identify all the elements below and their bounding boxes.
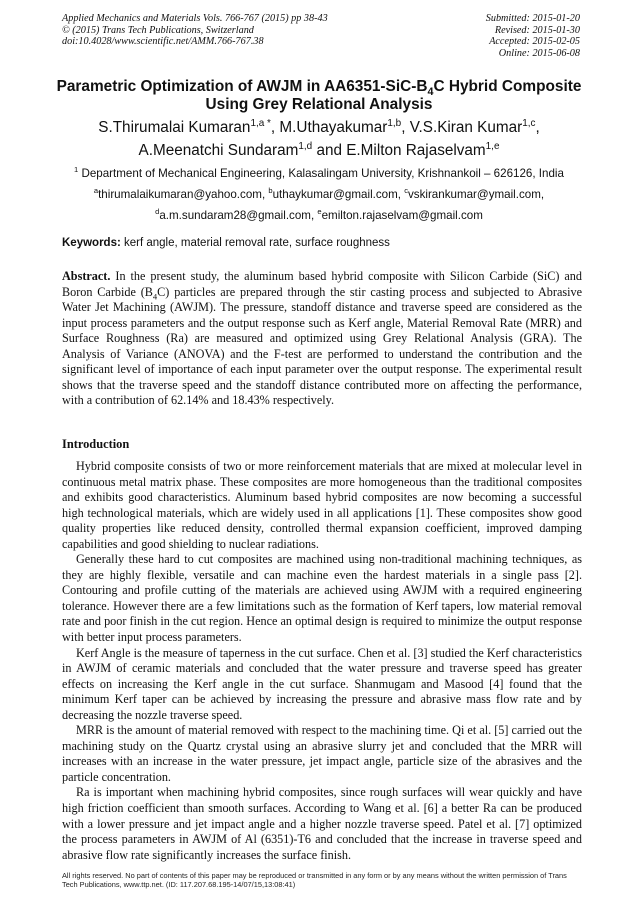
email-address: thirumalaikumaran@yahoo.com bbox=[98, 188, 262, 201]
author-name: V.S.Kiran Kumar bbox=[409, 119, 523, 136]
author-affil-mark: 1,a * bbox=[250, 117, 271, 129]
abstract-subscript: 4 bbox=[152, 290, 158, 301]
email-separator: , bbox=[310, 209, 318, 222]
introduction-body bbox=[62, 459, 582, 863]
title-line1-suffix: C Hybrid Composite bbox=[433, 78, 582, 95]
email-mark: e bbox=[317, 207, 322, 217]
title-subscript: 4 bbox=[427, 86, 434, 99]
paragraph: Hybrid composite consists of two or more reinforcement materials that are mixed at molecular level in continuous metal matrix phase. These composites are more homogeneous than the traditional composites and exhibits good characteristics. Aluminum based hybrid composites are now becoming a successful high technological materials, which are widely used in all applications [1]. These composites show good quality properties like reduced density, controlled thermal expansion coefficient, improved damping capabilities and good shielding to nuclear radiations. bbox=[62, 459, 582, 551]
affiliation-mark: 1 bbox=[74, 165, 79, 175]
title-line2: Using Grey Relational Analysis bbox=[205, 96, 433, 113]
revised-date: Revised: 2015-01-30 bbox=[494, 24, 580, 36]
paragraph: Generally these hard to cut composites are machined using non-traditional machining techniques, as they are highly flexible, versatile and can machine even the hardest materials in a single pass [2]. Contouring and profile cutting of the materials are achieved using AWJM with a required engineering tolerance. However there are a few limitations such as the formation of Kerf tapers, low material removal rate and poor finish in the cut region. Hence an optimal design is required to minimize the output response with better input process parameters. bbox=[62, 552, 582, 645]
author-affil-mark: 1,c bbox=[522, 117, 536, 129]
author-name: M.Uthayakumar bbox=[279, 119, 388, 136]
copyright-footer: All rights reserved. No part of contents of this paper may be reproduced or transmitted in any form or by any means without the written permission of Trans Tech Publications, www.ttp.net. (ID: 117.207.68.195-14/07/15,13:08:41) bbox=[62, 871, 567, 889]
affiliation-text: Department of Mechanical Engineering, Kalasalingam University, Krishnankoil – 626126, India bbox=[81, 167, 564, 180]
affiliation-block bbox=[40, 163, 598, 226]
author-affil-mark: 1,b bbox=[387, 117, 402, 129]
submission-dates bbox=[486, 13, 580, 59]
abstract bbox=[62, 269, 582, 409]
email-separator: , bbox=[540, 188, 545, 201]
submitted-date: Submitted: 2015-01-20 bbox=[485, 13, 580, 24]
email-mark: c bbox=[404, 186, 408, 196]
journal-header bbox=[62, 13, 328, 48]
email-separator: , bbox=[261, 188, 269, 201]
abstract-text-part1: In the present study, the aluminum based hybrid composite with Silicon Carbide (SiC) and Boron Carbide (B bbox=[62, 269, 582, 299]
paragraph: MRR is the amount of material removed with respect to the machining time. Qi et al. [5] carried out the machining study on the Quartz crystal using an abrasive slurry jet and concluded that the MRR will increases with an increase in the water pressure, jet impact angle, particle size of the abrasives and the particle concentration. bbox=[62, 723, 582, 784]
author-separator: , bbox=[535, 119, 540, 136]
section-heading-introduction: Introduction bbox=[62, 437, 130, 451]
paragraph: Ra is important when machining hybrid composites, since rough surfaces will wear quickly and have high friction coefficient than smooth surfaces. According to Wang et al. [6] a better Ra can be produced with a lower pressure and jet impact angle and a higher nozzle traverse speed. Patel et al. [7] optimized the process parameters in AWJM of Al (6351)-T6 and concluded that the increase in traverse speed and abrasive flow rate significantly increases the surface finish. bbox=[62, 785, 582, 862]
abstract-text-part2: C) particles are prepared through the stir casting process and subjected to Abrasive Water Jet Machining (AWJM). The pressure, standoff distance and traverse speed are considered as the input process parameters and the output response such as Kerf angle, Material Removal Rate (MRR) and Surface Roughness (Ra) are measured and optimized using Grey Relational Analysis (GRA). The Analysis of Variance (ANOVA) and the F-test are performed to understand the contribution and the significant level of importance of each input parameter over the output response. The experimental result shows that the traverse speed and the standoff distance contributed more on affecting the performance, with a contribution of 62.14% and 18.43% respectively. bbox=[62, 284, 582, 408]
keywords-line bbox=[62, 237, 390, 249]
author-name: E.Milton Rajaselvam bbox=[346, 142, 486, 159]
author-list bbox=[40, 116, 598, 162]
author-separator: , bbox=[401, 119, 410, 136]
author-name: S.Thirumalai Kumaran bbox=[98, 119, 251, 136]
keywords-text: kerf angle, material removal rate, surface roughness bbox=[120, 237, 390, 249]
online-date: Online: 2015-06-08 bbox=[498, 47, 580, 59]
author-name: A.Meenatchi Sundaram bbox=[138, 142, 299, 159]
email-address: emilton.rajaselvam@gmail.com bbox=[321, 209, 483, 222]
author-affil-mark: 1,e bbox=[485, 140, 500, 152]
keywords-label: Keywords: bbox=[62, 237, 121, 249]
email-address: vskirankumar@ymail.com bbox=[407, 188, 541, 201]
author-affil-mark: 1,d bbox=[298, 140, 313, 152]
email-separator: , bbox=[397, 188, 405, 201]
journal-volume: Applied Mechanics and Materials Vols. 766-767 (2015) pp 38-43 bbox=[62, 13, 328, 24]
email-address: uthaykumar@gmail.com bbox=[272, 188, 398, 201]
title-line1-prefix: Parametric Optimization of AWJM in AA6351-SiC-B bbox=[56, 78, 428, 95]
paper-title bbox=[40, 78, 598, 114]
author-separator: and bbox=[312, 142, 347, 159]
author-separator: , bbox=[270, 119, 280, 136]
paragraph: Kerf Angle is the measure of taperness in the cut surface. Chen et al. [3] studied the Kerf characteristics in AWJM of ceramic materials and concluded that the water pressure and traverse speed has greater effects on increasing the Kerf angle in the cut surface. Shanmugam and Masood [4] found that the minimum Kerf taper can be achieved by increasing the pressure and abrasive mass flow rate and by decreasing the nozzle traverse speed. bbox=[62, 645, 582, 722]
copyright-line: © (2015) Trans Tech Publications, Switzerland bbox=[62, 24, 254, 36]
doi-line: doi:10.4028/www.scientific.net/AMM.766-767.38 bbox=[62, 36, 264, 48]
email-address: a.m.sundaram28@gmail.com bbox=[159, 209, 311, 222]
email-mark: a bbox=[93, 186, 99, 196]
email-mark: d bbox=[155, 207, 160, 217]
email-mark: b bbox=[268, 186, 273, 196]
accepted-date: Accepted: 2015-02-05 bbox=[489, 36, 580, 48]
abstract-label: Abstract. bbox=[62, 269, 111, 283]
